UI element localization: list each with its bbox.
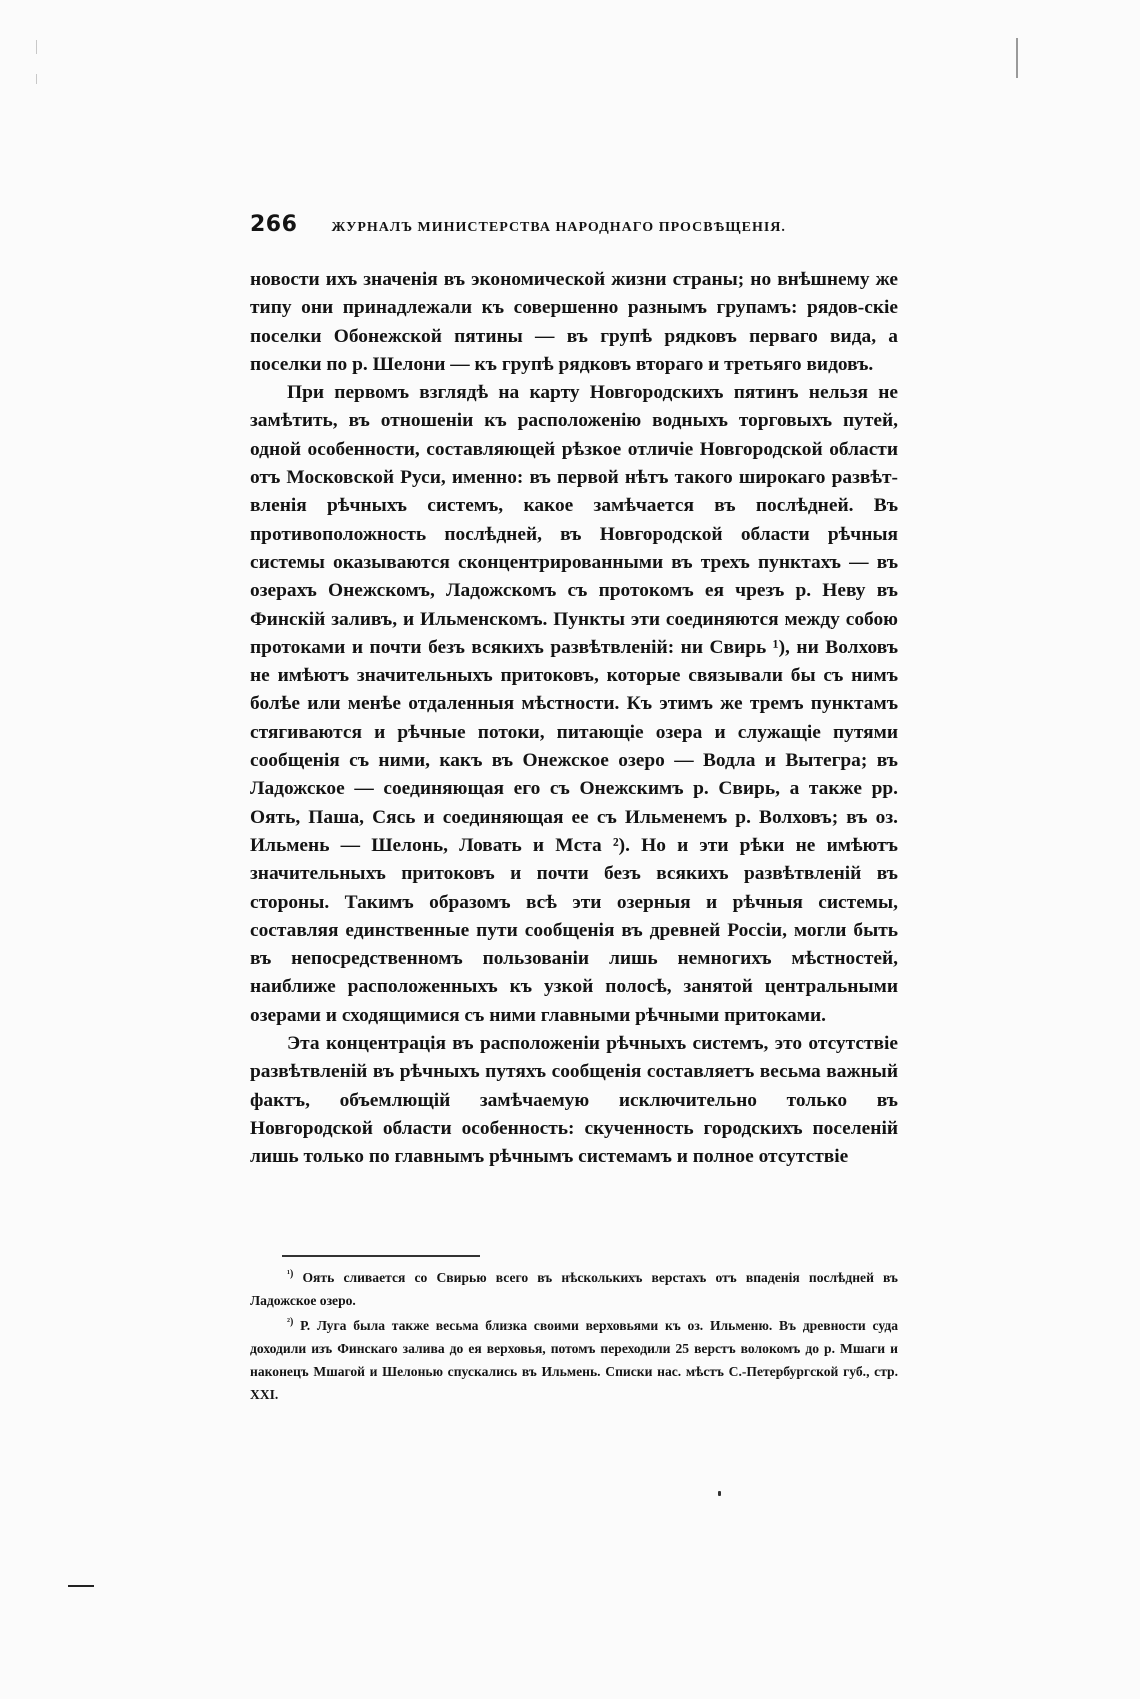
scan-edge-mark bbox=[36, 74, 37, 84]
ink-speck bbox=[718, 1491, 721, 1496]
footnote bbox=[250, 1266, 898, 1312]
footnote-text: Р. Луга была также весьма близка своими верховьями къ оз. Ильменю. Въ древности суда доходили изъ Финскаго залива до ея верховья, потомъ переходили 25 верстъ волокомъ до р. Мшаги и наконецъ Мшагой и Шелонью спускались въ Ильмень. Списки нас. мѣстъ С.-Петербургской губ., стр. XXI. bbox=[250, 1318, 898, 1402]
margin-dash-mark bbox=[68, 1585, 94, 1587]
paragraph: При первомъ взглядѣ на карту Новгородскихъ пятинъ нельзя не замѣтить, въ отношеніи къ расположенію водныхъ торговыхъ путей, одной особенности, составляющей рѣзкое отличіе Новгородской области отъ Московской Руси, именно: въ первой нѣтъ такого широкаго развѣт-вленія рѣчныхъ системъ, какое замѣчается въ послѣдней. Въ противоположность послѣдней, въ Новгородской области рѣчныя системы оказываются сконцентрированными въ трехъ пунктахъ — въ озерахъ Онежскомъ, Ладожскомъ съ протокомъ ея чрезъ р. Неву въ Финскій заливъ, и Ильменскомъ. Пункты эти соединяются между собою протоками и почти безъ всякихъ развѣтвленій: ни Свирь ¹), ни Волховъ не имѣютъ значительныхъ притоковъ, которые связывали бы съ нимъ болѣе или менѣе отдаленныя мѣстности. Къ этимъ же тремъ пунктамъ стягиваются и рѣчные потоки, питающіе озера и служащіе путями сообщенія съ ними, какъ въ Онежское озеро — Водла и Вытегра; въ Ладожское — соединяющая его съ Онежскимъ р. Свирь, а также рр. Оять, Паша, Сясь и соединяющая ее съ Ильменемъ р. Волховъ; въ оз. Ильмень — Шелонь, Ловать и Мста ²). Но и эти рѣки не имѣютъ значительныхъ притоковъ и почти безъ всякихъ развѣтвленій въ стороны. Такимъ образомъ всѣ эти озерныя и рѣчныя системы, составляя единственные пути сообщенія въ древней Россіи, могли быть въ непосредственномъ пользованіи лишь немногихъ мѣстностей, наиближе расположенныхъ къ узкой полосѣ, занятой центральными озерами и сходящимися съ ними главными рѣчными притоками. bbox=[250, 382, 898, 1026]
footnotes bbox=[250, 1266, 898, 1408]
page-number: 266 bbox=[250, 212, 298, 237]
page-header bbox=[250, 212, 902, 242]
footnote-marker: ¹) bbox=[287, 1268, 294, 1280]
running-title: ЖУРНАЛЪ МИНИСТЕРСТВА НАРОДНАГО ПРОСВѢЩЕНІЯ. bbox=[331, 220, 786, 235]
scan-edge-mark bbox=[36, 40, 37, 54]
footnote-text: Оять сливается со Свирью всего въ нѣсколькихъ верстахъ отъ впаденія послѣдней въ Ладожское озеро. bbox=[250, 1270, 898, 1308]
footnote-marker: ²) bbox=[287, 1316, 294, 1328]
paragraph: новости ихъ значенія въ экономической жизни страны; но внѣшнему же типу они принадлежали къ совершенно разнымъ групамъ: рядов-скіе поселки Обонежской пятины — въ групѣ рядковъ перваго вида, а поселки по р. Шелони — къ групѣ рядковъ втораго и третьяго видовъ. bbox=[250, 269, 898, 375]
scan-edge-mark bbox=[1016, 38, 1018, 78]
footnote bbox=[250, 1314, 898, 1406]
paragraph: Эта концентрація въ расположеніи рѣчныхъ системъ, это отсутствіе развѣтвленій въ рѣчныхъ путяхъ сообщенія составляетъ весьма важный фактъ, объемлющій замѣчаемую исключительно только въ Новгородской области особенность: скученность городскихъ поселеній лишь только по главнымъ рѣчнымъ системамъ и полное отсутствіе bbox=[250, 1033, 898, 1168]
footnote-divider bbox=[282, 1255, 480, 1257]
main-text bbox=[250, 266, 898, 1172]
